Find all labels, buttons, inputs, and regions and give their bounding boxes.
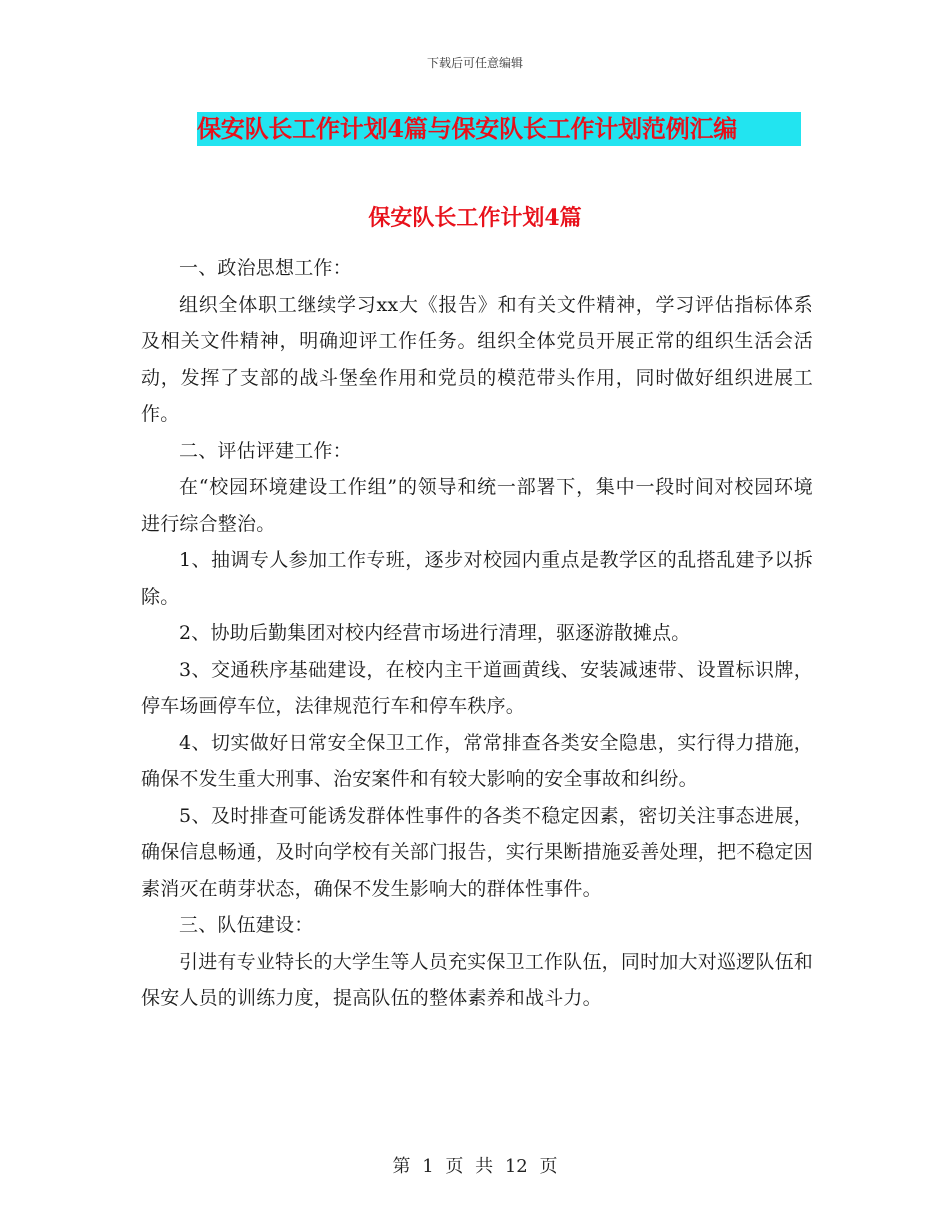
main-title: 保安队长工作计划4篇与保安队长工作计划范例汇编 xyxy=(197,112,801,146)
paragraph: 三、队伍建设： xyxy=(179,914,314,936)
document-body xyxy=(141,222,813,1017)
sub-title: 保安队长工作计划4篇 xyxy=(368,205,582,231)
header-note: 下载后可任意编辑 xyxy=(426,56,523,70)
paragraph: 引进有专业特长的大学生等人员充实保卫工作队伍，同时加大对巡逻队伍和保安人员的训练力度，提高队伍的整体素养和战斗力。 xyxy=(141,950,813,1009)
paragraph: 5、及时排查可能诱发群体性事件的各类不稳定因素，密切关注事态进展，确保信息畅通，及时向学校有关部门报告，实行果断措施妥善处理，把不稳定因素消灭在萌芽状态，确保不发生影响大的群体性事件。 xyxy=(141,804,814,900)
page-footer: 第 1 页 共 12 页 xyxy=(392,1156,558,1177)
paragraph: 2、协助后勤集团对校内经营市场进行清理，驱逐游散摊点。 xyxy=(179,622,691,644)
paragraph: 4、切实做好日常安全保卫工作，常常排查各类安全隐患，实行得力措施，确保不发生重大刑事、治安案件和有较大影响的安全事故和纠纷。 xyxy=(141,731,813,790)
paragraph: 1、抽调专人参加工作专班，逐步对校园内重点是教学区的乱搭乱建予以拆除。 xyxy=(141,549,813,608)
paragraph: 3、交通秩序基础建设，在校内主干道画黄线、安装减速带、设置标识牌，停车场画停车位，法律规范行车和停车秩序。 xyxy=(141,658,813,717)
paragraph: 在“校园环境建设工作组”的领导和统一部署下，集中一段时间对校园环境进行综合整治。 xyxy=(141,476,813,535)
paragraph: 一、政治思想工作： xyxy=(179,257,352,279)
paragraph: 二、评估评建工作： xyxy=(179,439,352,462)
paragraph: 组织全体职工继续学习xx大《报告》和有关文件精神，学习评估指标体系及相关文件精神，明确迎评工作任务。组织全体党员开展正常的组织生活会活动，发挥了支部的战斗堡垒作用和党员的模范带头作用，同时做好组织进展工作。 xyxy=(141,293,813,425)
